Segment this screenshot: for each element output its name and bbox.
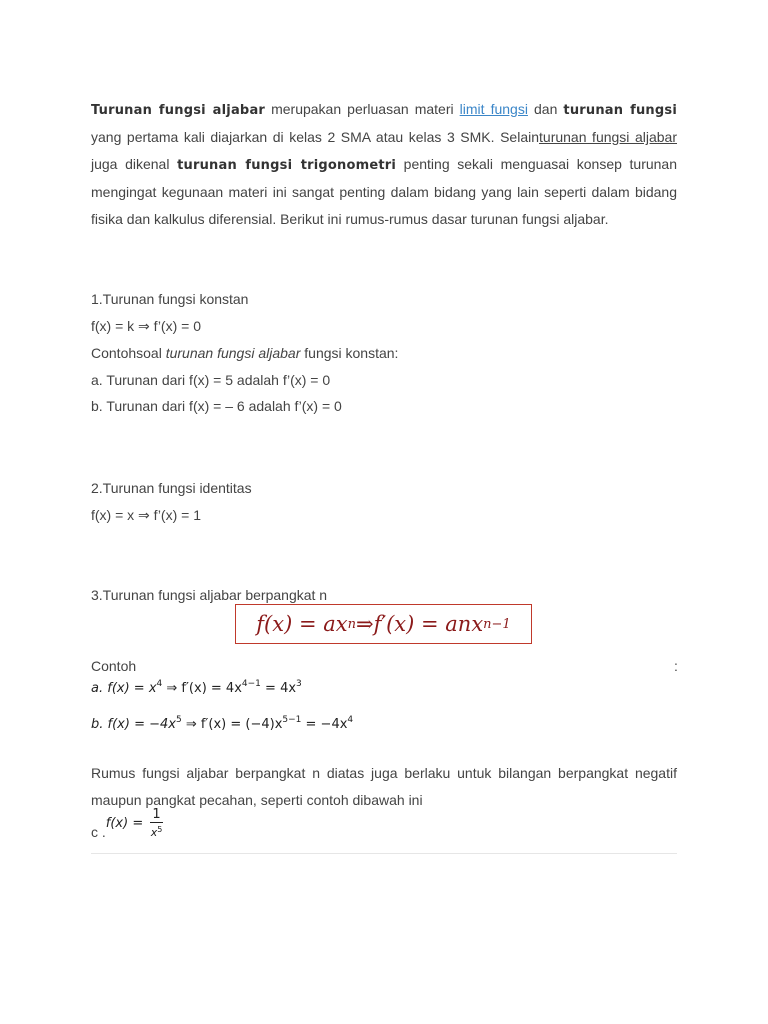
section1-formula: f(x) = k ⇒ f’(x) = 0: [91, 318, 201, 334]
example-italic-term: turunan fungsi aljabar: [165, 345, 301, 361]
intro-paragraph: [91, 96, 677, 233]
section2-formula: f(x) = x ⇒ f’(x) = 1: [91, 507, 201, 523]
formula-right-exponent: n−1: [483, 616, 511, 632]
example-colon: :: [674, 658, 678, 674]
formula-arrow: ⇒: [355, 612, 374, 636]
example-b-prefix: b.: [91, 717, 104, 732]
intro-text-1: merupakan perluasan materi: [265, 101, 460, 117]
example-b-lhs: f(x) = −4x: [107, 717, 176, 732]
intro-text-3: yang pertama kali diajarkan di kelas 2 SMA atau kelas 3 SMK. Selain: [91, 129, 540, 145]
article-body: [91, 96, 677, 233]
term-turunan-fungsi: turunan fungsi: [563, 103, 677, 118]
fraction-numerator: 1: [152, 807, 161, 822]
example-c-lhs: f(x) =: [105, 816, 148, 831]
example-a: [91, 674, 302, 699]
example-prefix: Contohsoal: [91, 345, 166, 361]
divider: [91, 853, 677, 854]
intro-text-4: juga dikenal: [91, 156, 178, 172]
example-b-exp1: 5: [175, 715, 182, 725]
fraction-denominator: [151, 823, 163, 839]
power-rule-formula-box: [235, 604, 532, 644]
formula-left-exponent: n: [347, 616, 356, 632]
example-suffix: fungsi konstan:: [300, 345, 399, 361]
link-turunan-fungsi-aljabar[interactable]: turunan fungsi aljabar: [539, 129, 677, 145]
section1-example-intro: [91, 343, 398, 363]
example-label: Contoh: [91, 658, 137, 674]
denominator-base: x: [150, 826, 158, 839]
example-a-mid: ⇒ f′(x) = 4x: [162, 681, 242, 696]
example-c-prefix: c .: [91, 824, 106, 840]
term-turunan-fungsi-trigonometri: turunan fungsi trigonometri: [177, 158, 397, 173]
section2-heading: 2.Turunan fungsi identitas: [91, 480, 252, 496]
example-b: [91, 710, 353, 735]
section1-heading: 1.Turunan fungsi konstan: [91, 291, 249, 307]
example-a-exp2: 4−1: [241, 679, 261, 689]
example-b-mid: ⇒ f′(x) = (−4)x: [181, 717, 283, 732]
section1-item-a: a. Turunan dari f(x) = 5 adalah f’(x) = 0: [91, 372, 331, 388]
example-a-lhs: f(x) = x: [107, 681, 157, 696]
example-a-exp3: 3: [296, 679, 302, 689]
section1-item-b: b. Turunan dari f(x) = – 6 adalah f’(x) = 0: [91, 398, 342, 414]
example-c: [91, 808, 163, 842]
negative-exponent-note: Rumus fungsi aljabar berpangkat n diatas juga berlaku untuk bilangan berpangkat negatif maupun pangkat pecahan, seperti contoh dibawah ini: [91, 765, 677, 808]
example-a-prefix: a.: [91, 681, 104, 696]
example-c-math: [105, 807, 163, 839]
term-turunan-fungsi-aljabar: Turunan fungsi aljabar: [91, 103, 266, 118]
example-c-fraction: [150, 808, 162, 839]
example-b-exp2: 5−1: [282, 715, 302, 725]
example-b-eq: = −4x: [301, 717, 348, 732]
denominator-exponent: 5: [157, 825, 163, 834]
example-a-exp1: 4: [156, 679, 163, 689]
link-limit-fungsi[interactable]: limit fungsi: [459, 101, 528, 117]
example-b-exp3: 4: [347, 715, 354, 725]
example-a-eq: = 4x: [260, 681, 297, 696]
section3-heading: 3.Turunan fungsi aljabar berpangkat n: [91, 587, 328, 603]
formula-left: f(x) = ax: [256, 612, 348, 636]
formula-right: f′(x) = anx: [373, 612, 484, 636]
intro-text-2: dan: [527, 101, 564, 117]
intro-text-5: penting sekali menguasai konsep turunan mengingat kegunaan materi ini sangat penting dalam bidang yang lain seperti dalam bidang fisika dan kalkulus diferensial. Berikut ini rumus-rumus dasar turunan fungsi aljabar.: [91, 156, 677, 227]
